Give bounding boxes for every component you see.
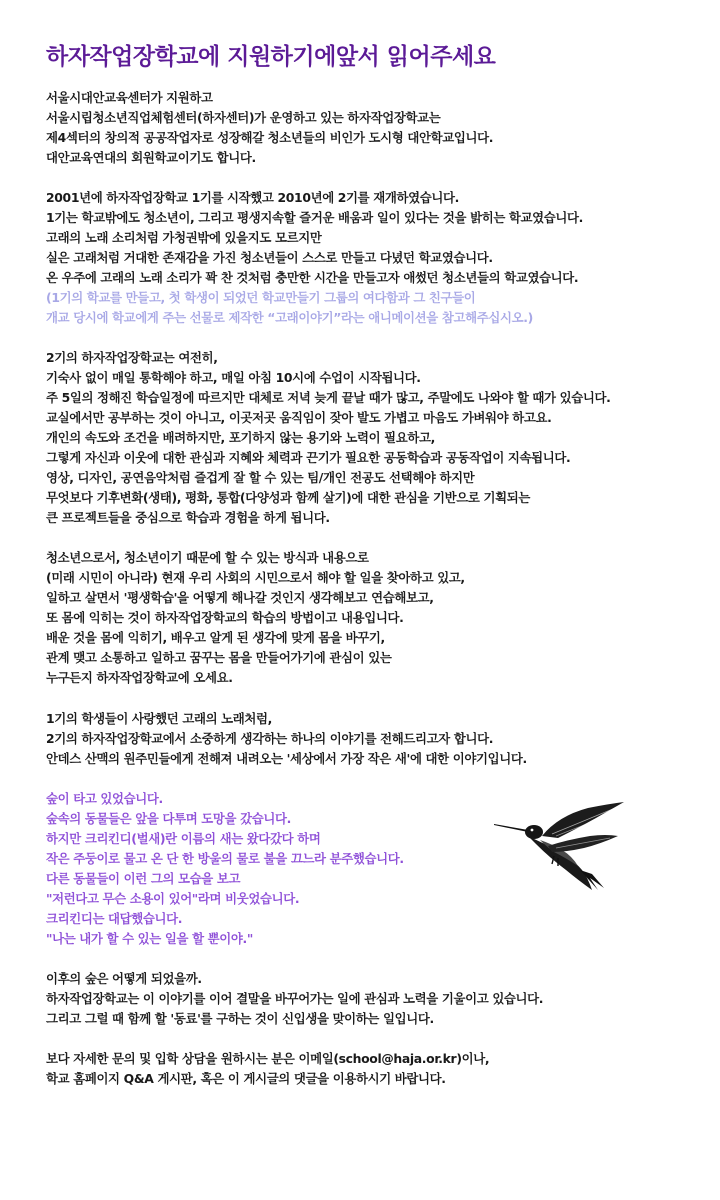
paragraph-story-intro <box>46 709 696 769</box>
text-line: 누구든지 하자작업장학교에 오세요. <box>46 670 233 685</box>
note-line: 개교 당시에 학교에게 주는 선물로 제작한 “고래이야기”라는 애니메이션을 참고해주십시오.) <box>46 310 533 325</box>
text-line: 2기의 하자작업장학교에서 소중하게 생각하는 하나의 이야기를 전해드리고자 합니다. <box>46 731 494 746</box>
text-line: 대안교육연대의 회원학교이기도 합니다. <box>46 150 256 165</box>
story-line: 숲이 타고 있었습니다. <box>46 791 163 806</box>
text-line: 일하고 살면서 '평생학습'을 어떻게 해나갈 것인지 생각해보고 연습해보고, <box>46 590 434 605</box>
story-line: 숲속의 동물들은 앞을 다투며 도망을 갔습니다. <box>46 811 291 826</box>
text-line: 서울시대안교육센터가 지원하고 <box>46 90 213 105</box>
text-line: 그리고 그럴 때 함께 할 '동료'를 구하는 것이 신입생을 맞이하는 일입니다. <box>46 1011 434 1026</box>
text-line: 2기의 하자작업장학교는 여전히, <box>46 350 218 365</box>
text-line: 하자작업장학교는 이 이야기를 이어 결말을 바꾸어가는 일에 관심과 노력을 기울이고 있습니다. <box>46 991 544 1006</box>
story-line: 작은 주둥이로 물고 온 단 한 방울의 물로 불을 끄느라 분주했습니다. <box>46 851 404 866</box>
paragraph-closing <box>46 969 696 1029</box>
story-line: "저런다고 무슨 소용이 있어"라며 비웃었습니다. <box>46 891 300 906</box>
text-line: 영상, 디자인, 공연음악처럼 즐겁게 잘 할 수 있는 팀/개인 전공도 선택해야 하지만 <box>46 470 475 485</box>
text-line: 또 몸에 익히는 것이 하자작업장학교의 학습의 방법이고 내용입니다. <box>46 610 404 625</box>
text-line: 2001년에 하자작업장학교 1기를 시작했고 2010년에 2기를 재개하였습니다. <box>46 190 459 205</box>
story-line: 하지만 크리킨디(벌새)란 이름의 새는 왔다갔다 하며 <box>46 831 321 846</box>
hummingbird-icon <box>492 800 626 892</box>
text-line: 그렇게 자신과 이웃에 대한 관심과 지혜와 체력과 끈기가 필요한 공동학습과 공동작업이 지속됩니다. <box>46 450 571 465</box>
text-line: 안데스 산맥의 원주민들에게 전해져 내려오는 '세상에서 가장 작은 새'에 대한 이야기입니다. <box>46 751 527 766</box>
text-line: 무엇보다 기후변화(생태), 평화, 통합(다양성과 함께 살기)에 대한 관심을 기반으로 기획되는 <box>46 490 530 505</box>
contact-line: 보다 자세한 문의 및 입학 상담을 원하시는 분은 이메일(school@haja.or.kr)이나, <box>46 1051 490 1066</box>
text-line: 큰 프로젝트들을 중심으로 학습과 경험을 하게 됩니다. <box>46 510 330 525</box>
story-line: 크리킨디는 대답했습니다. <box>46 911 183 926</box>
paragraph-history <box>46 188 696 328</box>
text-line: 제4섹터의 창의적 공공작업자로 성장해갈 청소년들의 비인가 도시형 대안학교입니다. <box>46 130 494 145</box>
text-line: 개인의 속도와 조건을 배려하지만, 포기하지 않는 용기와 노력이 필요하고, <box>46 430 436 445</box>
text-line: 이후의 숲은 어떻게 되었을까. <box>46 971 202 986</box>
note-line: (1기의 학교를 만들고, 첫 학생이 되었던 학교만들기 그룹의 여다함과 그 친구들이 <box>46 290 476 305</box>
paragraph-contact <box>46 1049 696 1089</box>
whale-story-note <box>46 288 696 328</box>
text-line: 교실에서만 공부하는 것이 아니고, 이곳저곳 움직임이 잦아 발도 가볍고 마음도 가벼워야 하고요. <box>46 410 552 425</box>
page-title: 하자작업장학교에 지원하기에앞서 읽어주세요 <box>46 44 496 70</box>
contact-line: 학교 홈페이지 Q&A 게시판, 혹은 이 게시글의 댓글을 이용하시기 바랍니다. <box>46 1071 446 1086</box>
text-line: 온 우주에 고래의 노래 소리가 꽉 찬 것처럼 충만한 시간을 만들고자 애썼던 청소년들의 학교였습니다. <box>46 270 579 285</box>
text-line: 서울시립청소년직업체험센터(하자센터)가 운영하고 있는 하자작업장학교는 <box>46 110 441 125</box>
notice-body <box>46 88 696 1109</box>
text-line: 청소년으로서, 청소년이기 때문에 할 수 있는 방식과 내용으로 <box>46 550 369 565</box>
story-line: 다른 동물들이 이런 그의 모습을 보고 <box>46 871 241 886</box>
text-line: 실은 고래처럼 거대한 존재감을 가진 청소년들이 스스로 만들고 다녔던 학교였습니다. <box>46 250 493 265</box>
text-line: 배운 것을 몸에 익히기, 배우고 알게 된 생각에 맞게 몸을 바꾸기, <box>46 630 385 645</box>
text-line: 기숙사 없이 매일 통학해야 하고, 매일 아침 10시에 수업이 시작됩니다. <box>46 370 421 385</box>
paragraph-second-cohort <box>46 348 696 528</box>
text-line: 1기의 학생들이 사랑했던 고래의 노래처럼, <box>46 711 273 726</box>
text-line: 주 5일의 정해진 학습일정에 따르지만 대체로 저녁 늦게 끝날 때가 많고, 주말에도 나와야 할 때가 있습니다. <box>46 390 611 405</box>
text-line: 관계 맺고 소통하고 일하고 꿈꾸는 몸을 만들어가기에 관심이 있는 <box>46 650 392 665</box>
paragraph-learning <box>46 548 696 688</box>
text-line: 고래의 노래 소리처럼 가청권밖에 있을지도 모르지만 <box>46 230 322 245</box>
text-line: 1기는 학교밖에도 청소년이, 그리고 평생지속할 즐거운 배움과 일이 있다는 것을 밝히는 학교였습니다. <box>46 210 583 225</box>
text-line: (미래 시민이 아니라) 현재 우리 사회의 시민으로서 해야 할 일을 찾아하고 있고, <box>46 570 465 585</box>
story-line: "나는 내가 할 수 있는 일을 할 뿐이야." <box>46 931 253 946</box>
paragraph-intro <box>46 88 696 168</box>
